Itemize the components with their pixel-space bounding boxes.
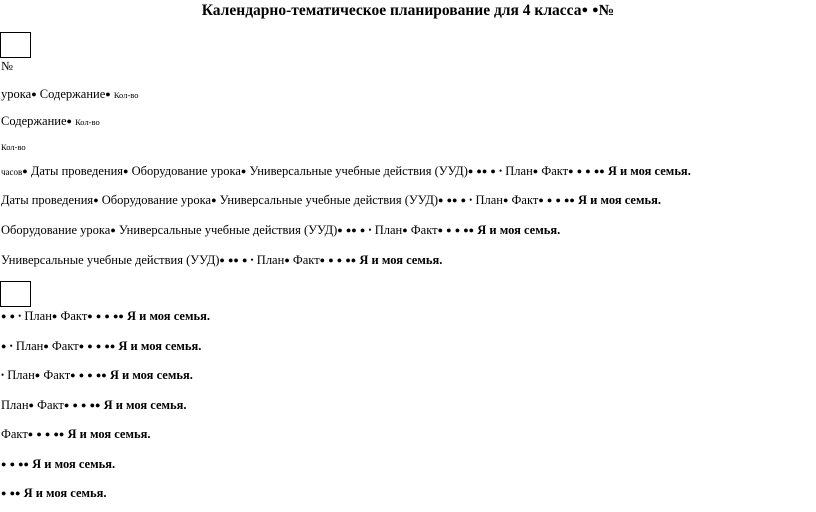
bullet-icon: ●	[9, 311, 15, 321]
bullet-icon: ●	[328, 255, 334, 265]
bullet-icon: ●	[1, 459, 7, 469]
bullet-icon: ●	[219, 255, 225, 265]
bullet-icon: ●	[241, 255, 248, 265]
bullet-icon: ●	[110, 225, 116, 235]
text-line: Факт● ● ● ●● Я и моя семья.	[1, 427, 151, 441]
bullet-icon: ●	[576, 166, 583, 176]
bullet-icon: ●●	[593, 166, 605, 176]
bullet-icon: ●	[211, 195, 217, 205]
bullet-icon: ●	[1, 311, 7, 321]
bullet-icon: ●	[319, 255, 326, 265]
bullet-icon: ●●	[345, 255, 357, 265]
bullet-icon: ●	[44, 429, 51, 439]
bullet-icon: ●	[78, 370, 85, 380]
bullet-icon: ●●	[446, 195, 458, 205]
bullet-icon: ●	[454, 225, 461, 235]
bullet-icon: ●	[43, 341, 49, 351]
bullet-icon: ●●	[53, 429, 65, 439]
bullet-icon: ●	[568, 166, 574, 176]
bullet-icon: ●●	[18, 459, 29, 469]
bullet-icon: ●	[36, 429, 42, 439]
bullet-icon: ●	[105, 89, 111, 99]
bullet-icon: •	[1, 370, 5, 380]
bullet-icon: ●	[592, 4, 599, 16]
bullet-icon: •	[469, 195, 473, 205]
bullet-icon: ●	[123, 166, 129, 176]
bullet-icon: ●	[502, 195, 509, 205]
bullet-icon: ●	[359, 225, 366, 235]
bullet-icon: ●	[95, 341, 102, 351]
bullet-icon: ●●	[112, 311, 124, 321]
bullet-icon: ●	[93, 195, 99, 205]
bullet-icon: •	[250, 255, 254, 265]
text-line: Даты проведения● Оборудование урока● Универсальные учебные действия (УУД)● ●● ● • План● Факт● ● ● ●● Я и моя семья.	[1, 193, 661, 207]
bullet-icon: ●	[27, 429, 34, 439]
text-line: часов● Даты проведения● Оборудование урока● Универсальные учебные действия (УУД)● ●● ● • План● Факт● ● ● ●● Я и моя семья.	[1, 164, 691, 178]
bullet-icon: ●	[437, 225, 443, 235]
bullet-icon: ●	[337, 225, 343, 235]
bullet-icon: ●	[81, 400, 87, 410]
bullet-icon: ●	[1, 341, 7, 351]
bullet-icon: ●	[78, 341, 85, 351]
bullet-icon: ●	[70, 370, 76, 380]
bullet-icon: ●●	[564, 195, 575, 205]
bullet-icon: ●●	[476, 166, 488, 176]
bullet-icon: ●	[532, 166, 539, 176]
bullet-icon: ●	[51, 311, 58, 321]
bullet-icon: ●	[34, 370, 41, 380]
bullet-icon: ●	[467, 166, 474, 176]
bullet-icon: ●	[555, 195, 561, 205]
bullet-icon: ●	[284, 255, 290, 265]
empty-table-cell	[0, 281, 31, 307]
bullet-icon: ●	[460, 195, 467, 205]
bullet-icon: ●●	[9, 488, 21, 498]
text-line: Кол-во	[1, 142, 26, 152]
bullet-icon: ●	[446, 225, 452, 235]
bullet-icon: ●●	[345, 225, 357, 235]
bullet-icon: ●●	[227, 255, 239, 265]
bullet-icon: ●	[72, 400, 78, 410]
text-line: Универсальные учебные действия (УУД)● ●● ● • План● Факт● ● ● ●● Я и моя семья.	[1, 253, 443, 267]
bullet-icon: •	[368, 225, 372, 235]
bullet-icon: ●	[336, 255, 343, 265]
bullet-icon: •	[498, 166, 503, 176]
text-line: ● ● • План● Факт● ● ● ●● Я и моя семья.	[1, 309, 210, 323]
bullet-icon: ●	[1, 488, 7, 498]
bullet-icon: ●●	[95, 370, 107, 380]
text-line: • План● Факт● ● ● ●● Я и моя семья.	[1, 368, 193, 382]
bullet-icon: ●●	[104, 341, 116, 351]
document-title: Календарно-тематическое планирование для 4 класса● ●№	[201, 2, 615, 19]
text-line: Оборудование урока● Универсальные учебные действия (УУД)● ●● ● • План● Факт● ● ● ●● Я и моя семья.	[1, 223, 561, 237]
text-line: ● • План● Факт● ● ● ●● Я и моя семья.	[1, 339, 202, 353]
bullet-icon: ●	[402, 225, 408, 235]
bullet-icon: ●	[87, 370, 93, 380]
bullet-icon: ●●	[463, 225, 475, 235]
bullet-icon: •	[9, 341, 13, 351]
bullet-icon: ●	[438, 195, 444, 205]
bullet-icon: ●	[87, 341, 93, 351]
bullet-icon: ●	[581, 4, 589, 16]
text-line: План● Факт● ● ● ●● Я и моя семья.	[1, 398, 187, 412]
bullet-icon: ●	[87, 311, 93, 321]
text-line: ● ● ●● Я и моя семья.	[1, 457, 116, 471]
text-line: ● ●● Я и моя семья.	[1, 486, 107, 500]
bullet-icon: ●	[546, 195, 553, 205]
bullet-icon: ●	[538, 195, 544, 205]
text-line: Содержание● Кол-во	[1, 114, 100, 128]
bullet-icon: ●	[9, 459, 15, 469]
bullet-icon: ●	[28, 400, 34, 410]
bullet-icon: ●	[104, 311, 110, 321]
bullet-icon: ●	[240, 166, 247, 176]
empty-table-cell	[0, 32, 31, 58]
text-line: урока● Содержание● Кол-во	[1, 87, 139, 101]
bullet-icon: ●	[31, 89, 37, 99]
bullet-icon: ●	[66, 116, 72, 126]
bullet-icon: ●	[585, 166, 591, 176]
number-sign: №	[1, 59, 13, 73]
bullet-icon: ●	[22, 166, 28, 176]
bullet-icon: ●	[490, 166, 496, 176]
bullet-icon: ●	[95, 311, 102, 321]
bullet-icon: ●	[63, 400, 70, 410]
bullet-icon: •	[18, 311, 22, 321]
bullet-icon: ●●	[89, 400, 101, 410]
